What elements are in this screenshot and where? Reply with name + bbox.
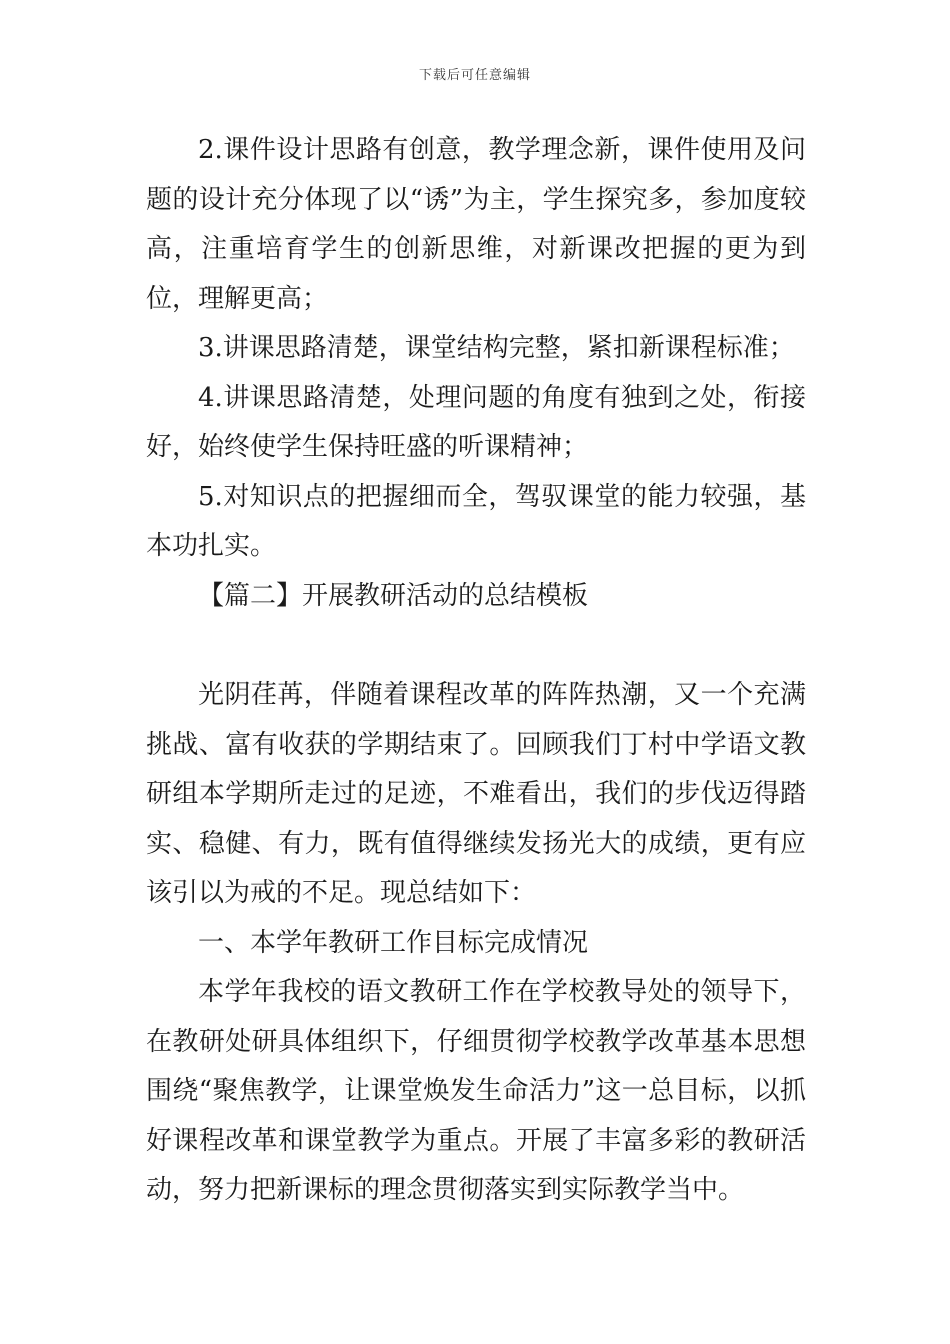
paragraph-point-3: 3.讲课思路清楚，课堂结构完整，紧扣新课程标准； <box>198 333 795 363</box>
paragraph-point-4: 4.讲课思路清楚，处理问题的角度有独到之处，衔接好，始终使学生保持旺盛的听课精神； <box>146 382 806 462</box>
document-body <box>146 126 806 1216</box>
paragraph-body: 本学年我校的语文教研工作在学校教导处的领导下，在教研处研具体组织下，仔细贯彻学校教学改革基本思想围绕“聚焦教学，让课堂焕发生命活力”这一总目标，以抓好课程改革和课堂教学为重点。开展了丰富多彩的教研活动，努力把新课标的理念贯彻落实到实际教学当中。 <box>146 977 806 1205</box>
paragraph-point-5: 5.对知识点的把握细而全，驾驭课堂的能力较强，基本功扎实。 <box>146 481 806 561</box>
subsection-heading: 一、本学年教研工作目标完成情况 <box>198 927 589 958</box>
paragraph-intro: 光阴荏苒，伴随着课程改革的阵阵热潮，又一个充满挑战、富有收获的学期结束了。回顾我们丁村中学语文教研组本学期所走过的足迹，不难看出，我们的步伐迈得踏实、稳健、有力，既有值得继续发扬光大的成绩，更有应该引以为戒的不足。现总结如下： <box>146 680 806 908</box>
paragraph-point-2: 2.课件设计思路有创意，教学理念新，课件使用及问题的设计充分体现了以“诱”为主，学生探究多，参加度较高，注重培育学生的创新思维，对新课改把握的更为到位，理解更高； <box>146 135 806 314</box>
page-header: 下载后可任意编辑 <box>418 68 531 83</box>
section-heading: 【篇二】开展教研活动的总结模板 <box>198 580 589 611</box>
